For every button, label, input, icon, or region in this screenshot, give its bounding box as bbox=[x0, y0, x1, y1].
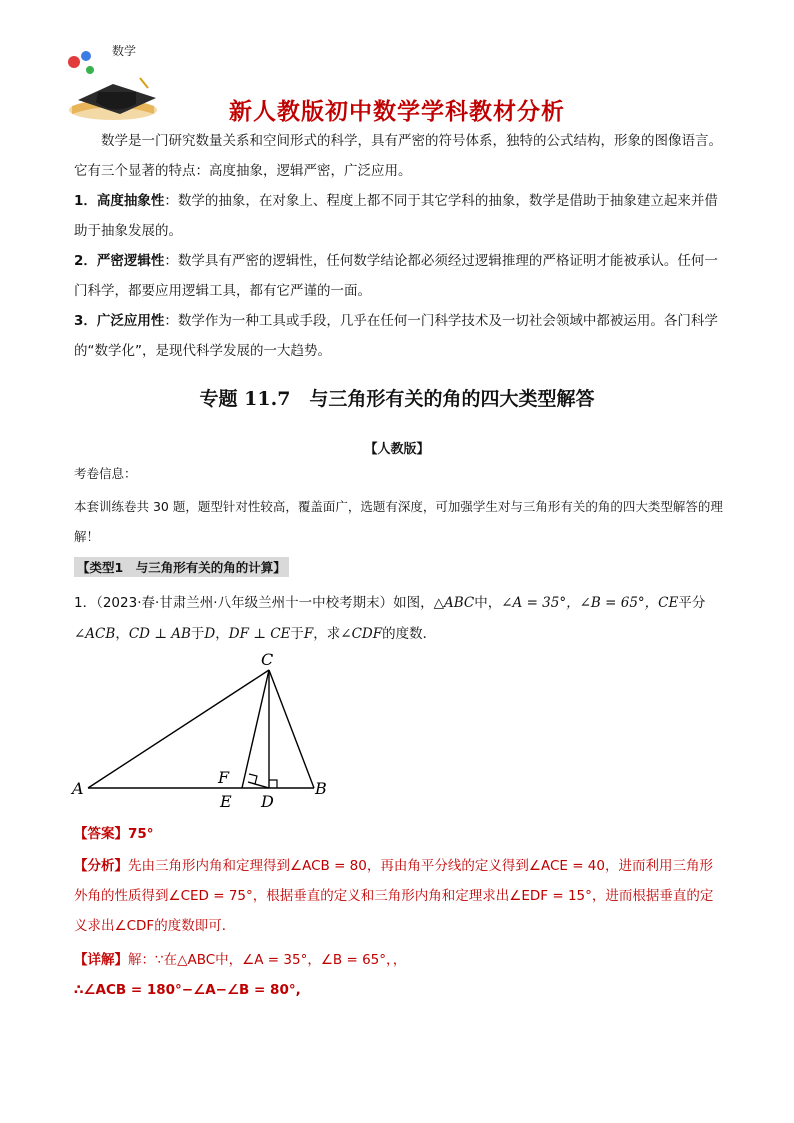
label-e: E bbox=[220, 792, 232, 811]
exam-info-text: 本套训练卷共 30 题，题型针对性较高，覆盖面广，选题有深度，可加强学生对与三角形有关的角的四大类型解答的理解！ bbox=[74, 499, 723, 544]
q1-text: 的度数． bbox=[382, 626, 437, 642]
triangle-figure bbox=[70, 650, 340, 812]
q1-text: 于 bbox=[290, 626, 304, 642]
segment-ce bbox=[242, 670, 269, 788]
analysis-text: 先由三角形内角和定理得到∠ACB = 80，再由角平分线的定义得到∠ACE = 40，进而利用三角形外角的性质得到∠CED = 75°，根据垂直的定义和三角形内角和定理求出∠EDF = 15°，进而根据垂直的定义求出∠CDF的度数即可． bbox=[74, 858, 714, 934]
item-2-text: ：数学具有严密的逻辑性，任何数学结论都必须经过逻辑推理的严格证明才能被承认。任何一门科学，都要应用逻辑工具，都有它严谨的一面。 bbox=[74, 253, 718, 299]
label-b: B bbox=[315, 779, 327, 798]
topic-title: 专题 11.7 与三角形有关的角的四大类型解答 bbox=[199, 388, 595, 410]
label-d: D bbox=[261, 792, 274, 811]
edition-label: 【人教版】 bbox=[364, 442, 430, 457]
label-f: F bbox=[218, 768, 230, 787]
item-3-text: ：数学作为一种工具或手段，几乎在任何一门科学技术及一切社会领域中都被运用。各门科学的“数学化”，是现代科学发展的一大趋势。 bbox=[74, 313, 718, 359]
q1-text: 中， bbox=[474, 595, 502, 611]
q1-angle-acb: ∠ACB bbox=[74, 626, 116, 642]
exam-info-label: 考卷信息： bbox=[74, 466, 137, 481]
detail-line-2: ∴∠ACB = 180°−∠A−∠B = 80°, bbox=[74, 982, 301, 998]
logo-text: 数学 bbox=[112, 44, 137, 58]
item-1-label: 1．高度抽象性 bbox=[74, 193, 165, 209]
q1-point-f: F bbox=[303, 626, 314, 642]
q1-triangle: △ABC bbox=[433, 595, 475, 611]
q1-text: 平分 bbox=[678, 595, 706, 611]
label-c: C bbox=[261, 650, 274, 669]
detail-block bbox=[74, 945, 726, 1005]
analysis-block bbox=[74, 851, 726, 941]
label-a: A bbox=[72, 779, 84, 798]
q1-prefix: 1．（2023·春·甘肃兰州·八年级兰州十一中校考期末）如图， bbox=[74, 595, 434, 611]
question-1 bbox=[74, 588, 724, 650]
intro-item-2 bbox=[74, 246, 724, 306]
answer-line: 【答案】75° bbox=[74, 826, 154, 842]
q1-angles: ∠A = 35°，∠B = 65°，CE bbox=[501, 595, 679, 611]
intro-item-1 bbox=[74, 186, 724, 246]
q1-angle-cdf: ∠CDF bbox=[340, 626, 383, 642]
item-2-label: 2．严密逻辑性 bbox=[74, 253, 165, 269]
intro-item-3 bbox=[74, 306, 724, 366]
segment-bc bbox=[269, 670, 314, 788]
q1-point-d: D bbox=[204, 626, 216, 642]
intro-paragraph bbox=[74, 126, 724, 186]
type-1-heading: 【类型1 与三角形有关的角的计算】 bbox=[74, 557, 289, 577]
analysis-label: 【分析】 bbox=[74, 858, 128, 874]
segment-ac bbox=[88, 670, 269, 788]
q1-perp-cd: CD ⊥ AB bbox=[128, 626, 191, 642]
segment-df bbox=[248, 782, 269, 788]
q1-text: ， bbox=[115, 626, 129, 642]
detail-line-1: 解：∵在△ABC中，∠A = 35°，∠B = 65°，， bbox=[128, 952, 407, 968]
item-1-text: ：数学的抽象，在对象上、程度上都不同于其它学科的抽象，数学是借助于抽象建立起来并借助于抽象发展的。 bbox=[74, 193, 718, 239]
q1-text: 于 bbox=[190, 626, 205, 642]
item-3-label: 3．广泛应用性 bbox=[74, 313, 165, 329]
q1-text: ，求 bbox=[313, 626, 341, 642]
q1-text: ， bbox=[215, 626, 229, 642]
q1-perp-df: DF ⊥ CE bbox=[228, 626, 291, 642]
right-angle-mark-d bbox=[269, 780, 277, 788]
page-title: 新人教版初中数学学科教材分析 bbox=[229, 99, 565, 125]
detail-label: 【详解】 bbox=[74, 952, 128, 968]
intro-text: 数学是一门研究数量关系和空间形式的科学，具有严密的符号体系，独特的公式结构，形象的图像语言。它有三个显著的特点：高度抽象，逻辑严密，广泛应用。 bbox=[74, 133, 722, 179]
